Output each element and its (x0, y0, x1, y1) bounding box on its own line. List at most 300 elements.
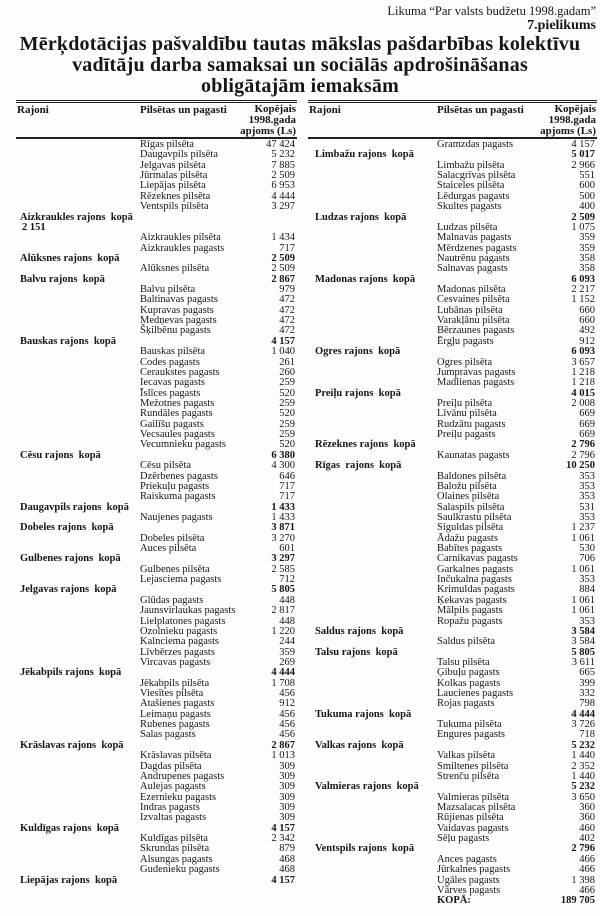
amount-value: 456 (279, 729, 295, 741)
district-name: Dobeles rajons kopā (20, 522, 114, 534)
settlement-name: Jēkabpils pilsēta (140, 677, 210, 689)
settlement-name: Mērdzenes pagasts (437, 242, 517, 254)
district-name: 2 151 (22, 221, 46, 233)
amount-value: 456 (279, 688, 295, 700)
amount-value: 5 232 (571, 739, 595, 751)
amount-value: 717 (279, 480, 295, 492)
amount-value: 3 871 (271, 522, 295, 534)
settlement-name: Salnavas pagasts (437, 263, 508, 275)
settlement-name: Baložu pilsēta (437, 480, 497, 492)
settlement-name: Mazsalacas pilsēta (437, 802, 516, 813)
settlement-name: Jūrmalas pilsēta (140, 170, 208, 182)
settlement-name: Ķekavas pagasts (437, 594, 507, 606)
district-name: Cēsu rajons kopā (20, 449, 101, 461)
settlement-row (16, 461, 297, 471)
district-name: Jelgavas rajons kopā (20, 584, 117, 596)
amount-value: 3 297 (271, 553, 295, 565)
district-name: Jēkabpils rajons kopā (20, 667, 122, 679)
settlement-name: Babītes pagasts (437, 543, 503, 555)
settlement-name: Sēļu pagasts (437, 833, 490, 845)
amount-value: 260 (279, 366, 295, 378)
settlement-name: Šķilbēnu pagasts (140, 325, 211, 337)
settlement-name: Gailīšu pagasts (140, 418, 204, 430)
settlement-name: Ādažu pagasts (437, 532, 498, 544)
amount-value: 2 509 (571, 211, 595, 223)
settlement-name: Rubenes pagasts (140, 719, 210, 731)
settlement-row (16, 202, 297, 212)
settlement-row (16, 751, 297, 761)
settlement-name: Ances pagasts (437, 853, 497, 865)
amount-value: 1 152 (571, 294, 595, 306)
settlement-name: Inčukalna pagasts (437, 574, 512, 586)
amount-value: 1 440 (571, 770, 595, 782)
amount-value: 360 (579, 812, 595, 824)
amount-value: 5 805 (271, 584, 295, 596)
settlement-name: Rēzeknes pilsēta (140, 190, 211, 202)
settlement-name: Cesvaines pilsēta (437, 294, 510, 306)
settlement-name: Naujenes pagasts (140, 511, 213, 523)
settlement-name: Lubānas pilsēta (437, 304, 503, 316)
amount-value: 472 (279, 315, 295, 327)
amount-value: 466 (579, 853, 595, 865)
amount-value: 399 (579, 677, 595, 689)
amount-value: 665 (579, 667, 595, 679)
settlement-name: Mālpils pagasts (437, 605, 503, 617)
amount-value: 2 796 (571, 439, 595, 451)
settlement-name: Valkas pilsēta (437, 750, 496, 762)
settlement-name: Ģibuļu pagasts (437, 667, 500, 679)
settlement-name: Indras pagasts (140, 802, 200, 813)
amount-value: 6 380 (271, 449, 295, 461)
district-name: Bauskas rajons kopā (20, 335, 116, 347)
column-header-kopejais: Kopējais 1998.gada apjoms (Ls) (540, 103, 596, 137)
settlement-name: Priekuļu pagasts (140, 480, 210, 492)
amount-value: 269 (279, 656, 295, 668)
amount-value: 4 157 (271, 822, 295, 834)
amount-value: 4 157 (271, 335, 295, 347)
amount-value: 492 (579, 325, 595, 337)
amount-value: 1 220 (271, 625, 295, 637)
column-header-rajoni: Rajoni (17, 104, 49, 116)
amount-value: 2 509 (271, 263, 295, 275)
settlement-name: Smiltenes pilsēta (437, 760, 509, 772)
settlement-name: Salaspils pilsēta (437, 501, 505, 513)
amount-value: 2 585 (271, 563, 295, 575)
amount-value: 259 (279, 397, 295, 409)
amount-value: 309 (279, 760, 295, 772)
amount-value: 798 (579, 698, 595, 710)
settlement-name: Limbažu pilsēta (437, 159, 505, 171)
amount-value: 309 (279, 791, 295, 803)
amount-value: 912 (279, 698, 295, 710)
amount-value: 3 611 (571, 656, 595, 668)
amount-value: 259 (279, 377, 295, 389)
amount-value: 456 (279, 719, 295, 731)
amount-value: 309 (279, 770, 295, 782)
amount-value: 717 (279, 242, 295, 254)
amount-value: 1 434 (271, 232, 295, 244)
settlement-name: Ludzas pilsēta (437, 221, 498, 233)
settlement-name: Garkalnes pagasts (437, 563, 514, 575)
grand-total-row (308, 896, 597, 906)
column-header-pilsetas: Pilsētas un pagasti (437, 104, 524, 116)
amount-value: 1 433 (271, 501, 295, 513)
settlement-name: Rūjienas pilsēta (437, 812, 504, 824)
settlement-name: Krāslavas pilsēta (140, 750, 212, 762)
amount-value: 2 867 (271, 739, 295, 751)
district-total-row (308, 347, 597, 357)
settlement-name: Preiļu pilsēta (437, 397, 493, 409)
settlement-name: Jūrkalnes pagasts (437, 864, 511, 876)
amount-value: 2 342 (271, 833, 295, 845)
amount-value: 448 (279, 594, 295, 606)
amount-value: 10 250 (566, 460, 595, 472)
settlement-name: Baltinavas pagasts (140, 294, 218, 306)
amount-value: 660 (579, 315, 595, 327)
amount-value: 4 444 (271, 190, 295, 202)
settlement-name: Salas pagasts (140, 729, 196, 741)
settlement-name: Aizkraukles pagasts (140, 242, 225, 254)
settlement-name: Bērzaunes pagasts (437, 325, 515, 337)
settlement-name: Īslīces pagasts (140, 387, 201, 399)
settlement-name: Madonas pilsēta (437, 284, 506, 296)
amount-value: 189 705 (560, 895, 595, 907)
amount-value: 466 (579, 884, 595, 896)
district-name: Alūksnes rajons kopā (20, 252, 120, 264)
amount-value: 646 (279, 470, 295, 482)
settlement-name: Salacgrīvas pilsēta (437, 170, 516, 182)
amount-value: 5 232 (571, 781, 595, 793)
settlement-name: Lielplatones pagasts (140, 615, 226, 627)
amount-value: 3 297 (271, 201, 295, 213)
settlement-name: Codes pagasts (140, 356, 200, 368)
amount-value: 3 657 (571, 356, 595, 368)
district-name: Rīgas rajons kopā (315, 460, 402, 472)
amount-value: 360 (579, 802, 595, 813)
amount-value: 3 270 (271, 532, 295, 544)
column-header-kopejais: Kopējais 1998.gada apjoms (Ls) (240, 103, 296, 137)
settlement-name: Ērgļu pagasts (437, 335, 494, 347)
settlement-name: Jelgavas pilsēta (140, 159, 206, 171)
settlement-name: Vaidavas pagasts (437, 822, 509, 834)
amount-value: 2 796 (571, 843, 595, 855)
amount-value: 520 (279, 439, 295, 451)
settlement-name: Iecavas pagasts (140, 377, 206, 389)
settlement-name: Rīgas pilsēta (140, 139, 194, 150)
amount-value: 601 (279, 543, 295, 555)
amount-value: 4 157 (571, 139, 595, 150)
settlement-name: Mežotnes pagasts (140, 397, 215, 409)
settlement-row (308, 751, 597, 761)
settlement-name: Ozolnieku pagasts (140, 625, 218, 637)
amount-value: 353 (579, 511, 595, 523)
district-name: Valkas rajons kopā (315, 739, 404, 751)
annex-number: 7.pielikums (527, 18, 596, 33)
settlement-name: Gudenieku pagasts (140, 864, 220, 876)
amount-value: 400 (579, 201, 595, 213)
settlement-name: Leimaņu pagasts (140, 708, 211, 720)
amount-value: 6 093 (571, 273, 595, 285)
amount-value: 353 (579, 574, 595, 586)
settlement-name: Aulejas pagasts (140, 781, 206, 793)
settlement-row (308, 202, 597, 212)
amount-value: 359 (579, 242, 595, 254)
amount-value: 1 398 (571, 874, 595, 886)
settlement-name: Siguldas pilsēta (437, 522, 504, 534)
amount-value: 6 093 (571, 346, 595, 358)
amount-value: 472 (279, 325, 295, 337)
settlement-name: Ezernieku pagasts (140, 791, 217, 803)
amount-value: 353 (579, 470, 595, 482)
settlement-name: Daugavpils pilsēta (140, 149, 218, 161)
settlement-name: Vecumnieku pagasts (140, 439, 227, 451)
amount-value: 261 (279, 356, 295, 368)
settlement-name: Baldones pilsēta (437, 470, 507, 482)
settlement-name: Andrupenes pagasts (140, 770, 225, 782)
district-name: Balvu rajons kopā (20, 273, 105, 285)
amount-value: 358 (579, 252, 595, 264)
settlement-name: Madlienas pagasts (437, 377, 515, 389)
amount-value: 359 (279, 646, 295, 658)
settlement-name: Ogres pilsēta (437, 356, 493, 368)
amount-value: 1 075 (571, 221, 595, 233)
amount-value: 706 (579, 553, 595, 565)
settlement-name: Rudzātu pagasts (437, 418, 506, 430)
settlement-name: Laucienes pagasts (437, 688, 514, 700)
settlement-name: Varakļānu pilsēta (437, 315, 510, 327)
settlement-name: Gramzdas pagasts (437, 139, 514, 150)
amount-value: 2 352 (571, 760, 595, 772)
settlement-name: Auces pilsēta (140, 543, 197, 555)
table-rows-right (308, 140, 597, 907)
amount-value: 718 (579, 729, 595, 741)
settlement-name: Kalnciema pagasts (140, 636, 220, 648)
settlement-name: Kuldīgas pilsēta (140, 833, 208, 845)
amount-value: 259 (279, 418, 295, 430)
amount-value: 472 (279, 294, 295, 306)
table-right-half (308, 100, 597, 907)
settlement-name: Liepājas pilsēta (140, 180, 206, 192)
title-line-2: vadītāju darba samaksai un sociālās apdrošināšanas (72, 54, 528, 76)
settlement-row (16, 347, 297, 357)
amount-value: 353 (579, 615, 595, 627)
column-header-pilsetas: Pilsētas un pagasti (140, 104, 227, 116)
amount-value: 6 953 (271, 180, 295, 192)
settlement-name: Skrundas pilsēta (140, 843, 210, 855)
amount-value: 2 008 (571, 397, 595, 409)
settlement-name: Izvaltas pagasts (140, 812, 207, 824)
settlement-name: Kupravas pagasts (140, 304, 214, 316)
amount-value: 712 (279, 574, 295, 586)
settlement-name: Alsungas pagasts (140, 853, 213, 865)
amount-value: 912 (579, 335, 595, 347)
amount-value: 1 218 (571, 377, 595, 389)
district-name: Tukuma rajons kopā (315, 708, 412, 720)
amount-value: 1 040 (271, 346, 295, 358)
amount-value: 456 (279, 708, 295, 720)
amount-value: 3 726 (571, 719, 595, 731)
document-title (0, 34, 600, 97)
settlement-name: Skultes pagasts (437, 201, 502, 213)
amount-value: 2 509 (271, 252, 295, 264)
district-name: Rēzeknes rajons kopā (315, 439, 416, 451)
district-name: Saldus rajons kopā (315, 625, 404, 637)
settlement-name: Tukuma pilsēta (437, 719, 502, 731)
settlement-name: Dagdas pilsēta (140, 760, 202, 772)
settlement-name: Malnavas pagasts (437, 232, 512, 244)
amount-value: 359 (579, 232, 595, 244)
settlement-name: KOPĀ: (437, 895, 471, 907)
district-total-row (16, 876, 297, 886)
settlement-name: Bauskas pilsēta (140, 346, 206, 358)
amount-value: 309 (279, 802, 295, 813)
settlement-name: Cēsu pilsēta (140, 460, 192, 472)
district-name: Talsu rajons kopā (315, 646, 398, 658)
amount-value: 530 (579, 543, 595, 555)
amount-value: 468 (279, 853, 295, 865)
amount-value: 309 (279, 781, 295, 793)
settlement-name: Viesītes pilsēta (140, 688, 204, 700)
settlement-name: Ventspils pilsēta (140, 201, 209, 213)
settlement-name: Alūksnes pilsēta (140, 263, 210, 275)
amount-value: 2 867 (271, 273, 295, 285)
amount-value: 879 (279, 843, 295, 855)
amount-value: 660 (579, 304, 595, 316)
law-reference-text: Likuma “Par valsts budžetu 1998.gadam” (387, 4, 596, 18)
amount-value: 2 966 (571, 159, 595, 171)
settlement-name: Lejasciema pagasts (140, 574, 222, 586)
amount-value: 3 650 (571, 791, 595, 803)
amount-value: 1 061 (571, 605, 595, 617)
amount-value: 669 (579, 408, 595, 420)
settlement-name: Vircavas pagasts (140, 656, 211, 668)
amount-value: 669 (579, 429, 595, 441)
district-name: Krāslavas rajons kopā (20, 739, 124, 751)
settlement-row (16, 606, 297, 616)
table-header-right (308, 100, 597, 139)
settlement-name: Medņevas pagasts (140, 315, 217, 327)
district-name: Aizkraukles rajons kopā (20, 211, 133, 223)
amount-value: 402 (579, 833, 595, 845)
amount-value: 1 218 (571, 366, 595, 378)
settlement-name: Ugāles pagasts (437, 874, 500, 886)
amount-value: 2 509 (271, 170, 295, 182)
amount-value: 358 (579, 263, 595, 275)
amount-value: 47 424 (266, 139, 295, 150)
amount-value: 1 237 (571, 522, 595, 534)
settlement-name: Atašienes pagasts (140, 698, 215, 710)
settlement-row (308, 606, 597, 616)
amount-value: 353 (579, 480, 595, 492)
amount-value: 1 708 (271, 677, 295, 689)
district-name: Limbažu rajons kopā (315, 149, 414, 161)
settlement-name: Vecsaules pagasts (140, 429, 215, 441)
settlement-name: Talsu pilsēta (437, 656, 490, 668)
settlement-name: Olaines pilsēta (437, 491, 500, 503)
document-reference (387, 4, 596, 34)
district-name: Madonas rajons kopā (315, 273, 416, 285)
column-header-rajoni: Rajoni (309, 104, 341, 116)
settlement-name: Raiskuma pagasts (140, 491, 216, 503)
amount-value: 472 (279, 304, 295, 316)
amount-value: 3 584 (571, 636, 595, 648)
amount-value: 717 (279, 491, 295, 503)
amount-value: 4 300 (271, 460, 295, 472)
amount-value: 468 (279, 864, 295, 876)
settlement-name: Jumpravas pagasts (437, 366, 516, 378)
settlement-row (16, 865, 297, 875)
settlement-name: Staiceles pilsēta (437, 180, 505, 192)
amount-value: 2 817 (271, 605, 295, 617)
amount-value: 520 (279, 408, 295, 420)
amount-value: 332 (579, 688, 595, 700)
amount-value: 448 (279, 615, 295, 627)
settlement-name: Kolkas pagasts (437, 677, 501, 689)
amount-value: 5 017 (571, 149, 595, 161)
settlement-name: Krimuldas pagasts (437, 584, 515, 596)
settlement-name: Ropažu pagasts (437, 615, 503, 627)
amount-value: 2 796 (571, 449, 595, 461)
amount-value: 244 (279, 636, 295, 648)
settlement-name: Dzērbenes pagasts (140, 470, 218, 482)
amount-value: 500 (579, 190, 595, 202)
settlement-name: Dobeles pilsēta (140, 532, 205, 544)
table-rows-left (16, 140, 297, 886)
amount-value: 309 (279, 812, 295, 824)
settlement-name: Aizkraukles pilsēta (140, 232, 221, 244)
table-left-half (16, 100, 297, 886)
settlement-name: Nautrēnu pagasts (437, 252, 510, 264)
settlement-name: Engures pagasts (437, 729, 505, 741)
district-total-row (308, 461, 597, 471)
amount-value: 531 (579, 501, 595, 513)
settlement-name: Preiļu pagasts (437, 429, 496, 441)
amount-value: 4 444 (571, 708, 595, 720)
settlement-name: Glūdas pagasts (140, 594, 204, 606)
settlement-name: Saulkrastu pilsēta (437, 511, 512, 523)
settlement-name: Līvānu pilsēta (437, 408, 497, 420)
settlement-name: Saldus pilsēta (437, 636, 496, 648)
settlement-name: Strenču pilsēta (437, 770, 500, 782)
district-name: Ludzas rajons kopā (315, 211, 407, 223)
amount-value: 884 (579, 584, 595, 596)
amount-value: 7 885 (271, 159, 295, 171)
table-header-left (16, 100, 297, 139)
settlement-name: Kaunatas pagasts (437, 449, 510, 461)
amount-value: 600 (579, 180, 595, 192)
district-name: Preiļu rajons kopā (315, 387, 401, 399)
amount-value: 353 (579, 491, 595, 503)
amount-value: 466 (579, 864, 595, 876)
amount-value: 1 433 (271, 511, 295, 523)
district-name: Gulbenes rajons kopā (20, 553, 121, 565)
district-name: Ogres rajons kopā (315, 346, 401, 358)
district-name: Daugavpils rajons kopā (20, 501, 129, 513)
amount-value: 5 805 (571, 646, 595, 658)
amount-value: 4 157 (271, 874, 295, 886)
settlement-name: Ceraukstes pagasts (140, 366, 220, 378)
settlement-name: Lēdurgas pagasts (437, 190, 510, 202)
amount-value: 259 (279, 429, 295, 441)
amount-value: 669 (579, 418, 595, 430)
amount-value: 1 061 (571, 594, 595, 606)
amount-value: 5 232 (271, 149, 295, 161)
amount-value: 1 440 (571, 750, 595, 762)
settlement-name: Carnikavas pagasts (437, 553, 518, 565)
settlement-row (308, 865, 597, 875)
amount-value: 979 (279, 284, 295, 296)
amount-value: 2 217 (571, 284, 595, 296)
